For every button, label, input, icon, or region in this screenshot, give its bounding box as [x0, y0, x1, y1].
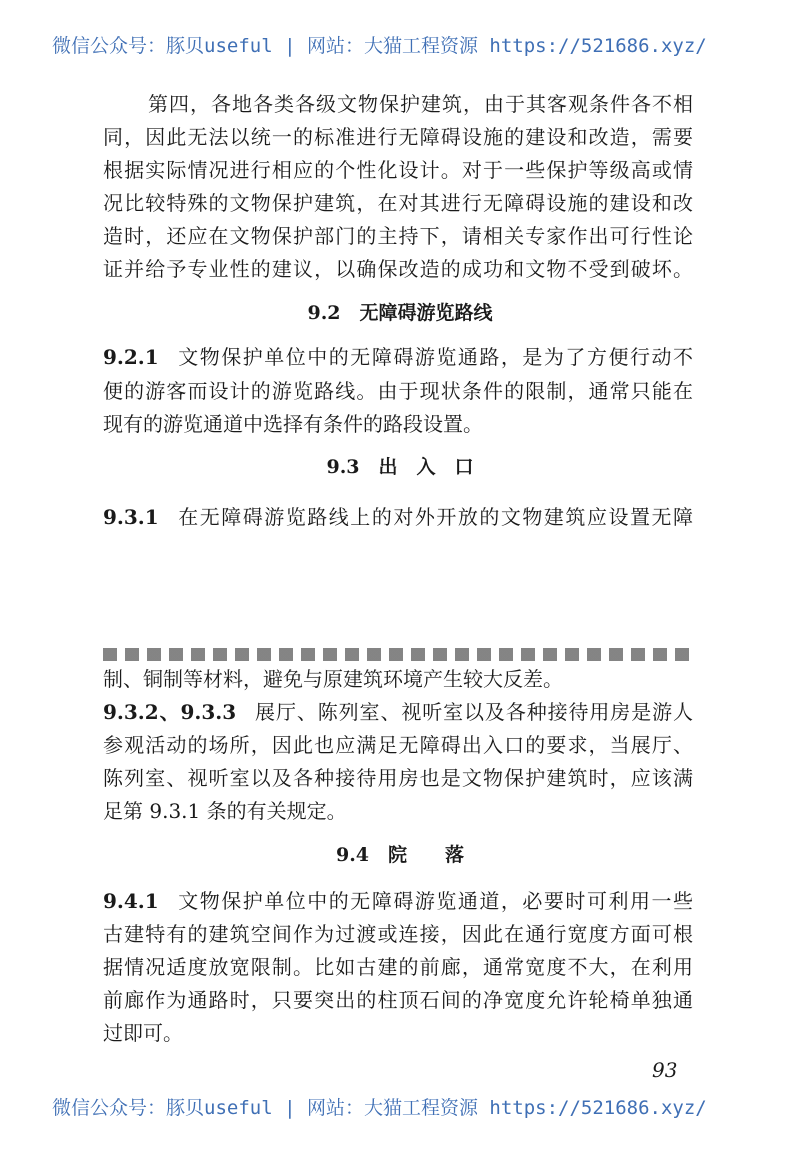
- paragraph-line: 第四，各地各类各级文物保护建筑，由于其客观条件各不相: [148, 92, 693, 116]
- paragraph-line: 前廊作为通路时，只要突出的柱顶石间的净宽度允许轮椅单独通: [103, 988, 693, 1012]
- clause-9-4-1: [103, 888, 693, 914]
- clause-number: 9.3.2、9.3.3: [103, 700, 237, 724]
- clause-text: 文物保护单位中的无障碍游览通道，必要时可利用一些: [176, 889, 693, 913]
- paragraph-line: 现有的游览通道中选择有条件的路段设置。: [103, 412, 483, 436]
- clause-number: 9.4.1: [103, 889, 159, 913]
- watermark-header: 微信公众号：豚贝useful | 网站：大猫工程资源 https://521686.xyz/: [52, 35, 707, 57]
- page-number: 93: [652, 1058, 678, 1082]
- paragraph-line: 古建特有的建筑空间作为过渡或连接，因此在通行宽度方面可根: [103, 922, 693, 946]
- paragraph-line: 证并给予专业性的建议，以确保改造的成功和文物不受到破坏。: [103, 257, 693, 281]
- paragraph-line: 陈列室、视听室以及各种接待用房也是文物保护建筑时，应该满: [103, 766, 693, 790]
- clause-9-3-2-3: [103, 699, 693, 725]
- clipped-text-line: [103, 648, 693, 661]
- paragraph-line: 况比较特殊的文物保护建筑，在对其进行无障碍设施的建设和改: [103, 191, 693, 215]
- clause-text: 在无障碍游览路线上的对外开放的文物建筑应设置无障: [176, 505, 693, 529]
- paragraph-line: 便的游客而设计的游览路线。由于现状条件的限制，通常只能在: [103, 379, 693, 403]
- clause-text: 展厅、陈列室、视听室以及各种接待用房是游人: [254, 700, 694, 724]
- section-heading-9-2: 9.2 无障碍游览路线: [307, 302, 493, 324]
- section-heading-9-3: 9.3 出 入 口: [326, 456, 474, 478]
- clause-9-2-1: [103, 344, 693, 370]
- paragraph-line: 过即可。: [103, 1021, 183, 1045]
- paragraph-line: 制、铜制等材料，避免与原建筑环境产生较大反差。: [103, 667, 563, 691]
- clause-number: 9.3.1: [103, 505, 159, 529]
- paragraph-line: 根据实际情况进行相应的个性化设计。对于一些保护等级高或情: [103, 158, 693, 182]
- paragraph-line: 造时，还应在文物保护部门的主持下，请相关专家作出可行性论: [103, 224, 693, 248]
- clause-text: 文物保护单位中的无障碍游览通路，是为了方便行动不: [176, 345, 693, 369]
- watermark-footer: 微信公众号：豚贝useful | 网站：大猫工程资源 https://521686.xyz/: [52, 1097, 707, 1119]
- paragraph-line: 足第 9.3.1 条的有关规定。: [103, 799, 347, 823]
- section-heading-9-4: 9.4 院 落: [335, 844, 465, 866]
- paragraph-line: 据情况适度放宽限制。比如古建的前廊，通常宽度不大，在利用: [103, 955, 693, 979]
- clause-number: 9.2.1: [103, 345, 159, 369]
- paragraph-line: 同，因此无法以统一的标准进行无障碍设施的建设和改造，需要: [103, 125, 693, 149]
- paragraph-line: 参观活动的场所，因此也应满足无障碍出入口的要求，当展厅、: [103, 733, 693, 757]
- clause-9-3-1: [103, 504, 693, 530]
